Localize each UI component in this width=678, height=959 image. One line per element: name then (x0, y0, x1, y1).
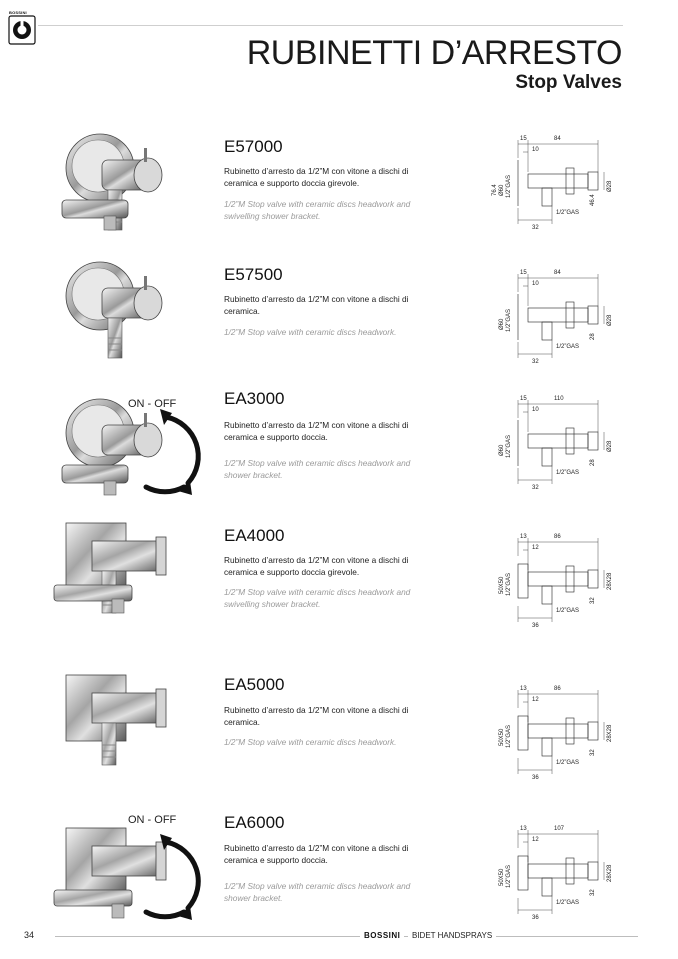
technical-drawing (476, 818, 626, 928)
on-off-label: ON - OFF (128, 398, 177, 410)
product-code: E57500 (224, 265, 283, 284)
description-italian: Rubinetto d’arresto da 1/2”M con vitone a dischi di ceramica. (224, 294, 409, 316)
footer-brand: BOSSINI (360, 931, 404, 940)
drawing-wrapper (0, 388, 678, 498)
dim-top-1: 13 (520, 686, 527, 692)
dim-top-2: 110 (554, 396, 564, 402)
dim-left-2: Ø60 (499, 444, 505, 456)
dim-bottom: 36 (532, 915, 539, 921)
dim-right-2: 28X28 (607, 572, 613, 590)
product-code: EA6000 (224, 813, 285, 832)
product-code: EA4000 (224, 526, 285, 545)
page-number: 34 (24, 930, 35, 940)
dim-mid: 10 (532, 147, 539, 153)
description-english: 1/2”M Stop valve with ceramic discs headwork and shower bracket. (224, 881, 411, 903)
dim-right-2: 28X28 (607, 864, 613, 882)
product-code: E57000 (224, 137, 283, 156)
technical-drawing (476, 526, 626, 636)
dim-top-1: 15 (520, 136, 527, 142)
dim-right-1: 28 (590, 333, 596, 340)
description-italian: Rubinetto d’arresto da 1/2”M con vitone a dischi di ceramica e supporto doccia girevole. (224, 555, 409, 577)
description-english: 1/2”M Stop valve with ceramic discs headwork. (224, 327, 397, 337)
top-divider (38, 25, 623, 26)
dim-gas: 1/2”GAS (556, 210, 580, 216)
description-italian: Rubinetto d’arresto da 1/2”M con vitone a dischi di ceramica. (224, 705, 409, 727)
dim-mid: 12 (532, 697, 539, 703)
dim-right-2: Ø28 (607, 440, 613, 452)
dim-bottom: 32 (532, 359, 539, 365)
dim-right-1: 32 (590, 749, 596, 756)
technical-drawing (476, 128, 626, 238)
dim-bottom: 36 (532, 775, 539, 781)
dim-left-2: Ø60 (499, 318, 505, 330)
dim-mid: 12 (532, 545, 539, 551)
dim-gas: 1/2”GAS (556, 470, 580, 476)
dim-top-1: 13 (520, 826, 527, 832)
dim-bottom: 32 (532, 225, 539, 231)
dim-gas: 1/2”GAS (556, 608, 580, 614)
dim-top-1: 15 (520, 270, 527, 276)
dim-mid: 12 (532, 837, 539, 843)
dim-gas: 1/2”GAS (556, 760, 580, 766)
drawing-wrapper (0, 526, 678, 636)
dim-top-1: 15 (520, 396, 527, 402)
dim-right-2: Ø28 (607, 314, 613, 326)
on-off-label: ON - OFF (128, 814, 177, 826)
description-italian: Rubinetto d’arresto da 1/2”M con vitone a dischi di ceramica e supporto doccia. (224, 843, 409, 865)
technical-drawing (476, 388, 626, 498)
dim-right-1: 28 (590, 459, 596, 466)
drawing-wrapper (0, 128, 678, 238)
dim-left-3: 1/2”GAS (506, 308, 512, 332)
description-english: 1/2”M Stop valve with ceramic discs headwork. (224, 737, 397, 747)
dim-top-1: 13 (520, 534, 527, 540)
drawing-wrapper (0, 262, 678, 372)
dim-top-2: 86 (554, 686, 561, 692)
dim-right-1: 32 (590, 597, 596, 604)
dim-left-2: 50X50 (499, 868, 505, 886)
dim-gas: 1/2”GAS (556, 344, 580, 350)
technical-drawing (476, 678, 626, 788)
dim-top-2: 84 (554, 136, 561, 142)
footer-section: BIDET HANDSPRAYS (408, 931, 496, 940)
page-title: RUBINETTI D’ARRESTO (246, 34, 622, 72)
dim-left-2: 50X50 (499, 576, 505, 594)
description-english: 1/2”M Stop valve with ceramic discs headwork and swivelling shower bracket. (224, 199, 411, 221)
dim-left-2: Ø60 (499, 184, 505, 196)
description-italian: Rubinetto d’arresto da 1/2”M con vitone a dischi di ceramica e supporto doccia girevole. (224, 166, 409, 188)
description-english: 1/2”M Stop valve with ceramic discs headwork and swivelling shower bracket. (224, 587, 411, 609)
drawing-wrapper (0, 818, 678, 928)
dim-bottom: 32 (532, 485, 539, 491)
dim-right-1: 32 (590, 889, 596, 896)
product-code: EA5000 (224, 675, 285, 694)
logo-text: BOSSINI (9, 10, 27, 15)
drawing-wrapper (0, 678, 678, 788)
footer-divider (55, 936, 638, 937)
description-english: 1/2”M Stop valve with ceramic discs headwork and shower bracket. (224, 458, 411, 480)
dim-mid: 10 (532, 281, 539, 287)
dim-left-2: 50X50 (499, 728, 505, 746)
dim-bottom: 36 (532, 623, 539, 629)
dim-left-3: 1/2”GAS (506, 174, 512, 198)
dim-mid: 10 (532, 407, 539, 413)
dim-left-3: 1/2”GAS (506, 434, 512, 458)
dim-left-3: 1/2”GAS (506, 724, 512, 748)
dim-right-2: 28X28 (607, 724, 613, 742)
dim-top-2: 86 (554, 534, 561, 540)
page-subtitle: Stop Valves (515, 72, 622, 93)
technical-drawing (476, 262, 626, 372)
dim-right-1: 46.4 (590, 194, 596, 206)
dim-left-3: 1/2”GAS (506, 864, 512, 888)
description-italian: Rubinetto d’arresto da 1/2”M con vitone a dischi di ceramica e supporto doccia. (224, 420, 409, 442)
dim-top-2: 84 (554, 270, 561, 276)
dim-left-3: 1/2”GAS (506, 572, 512, 596)
dim-gas: 1/2”GAS (556, 900, 580, 906)
dim-left-1: 76.4 (492, 184, 498, 196)
dim-top-2: 107 (554, 826, 565, 832)
dim-right-2: Ø28 (607, 180, 613, 192)
product-code: EA3000 (224, 389, 285, 408)
